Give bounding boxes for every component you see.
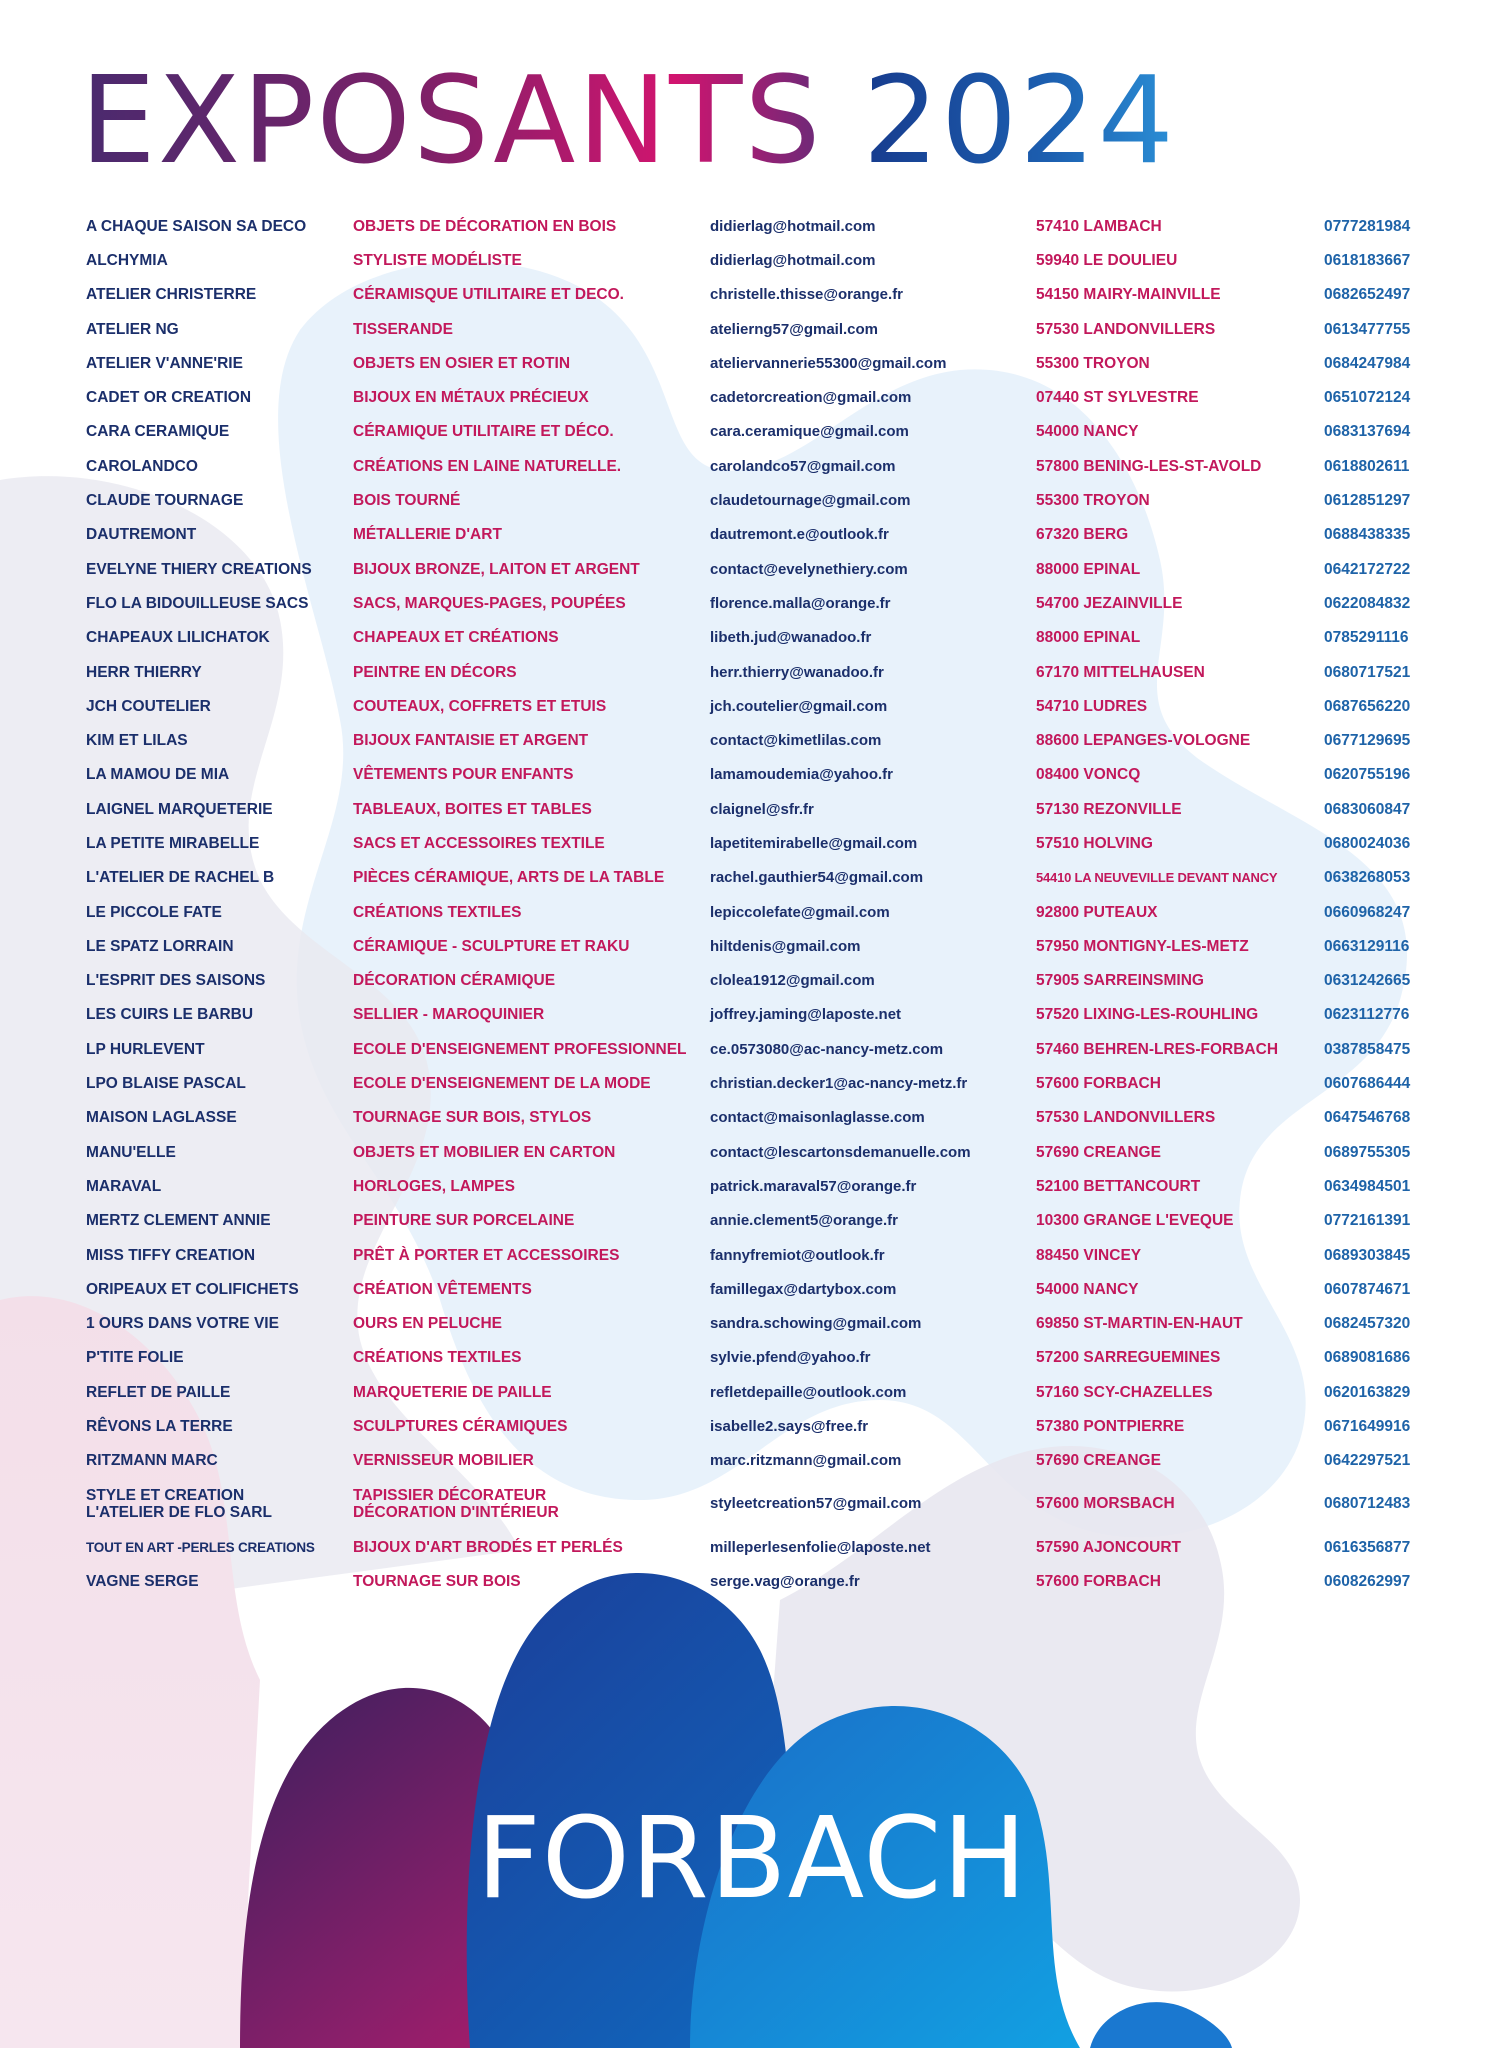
exhibitor-activity: SACS, MARQUES-PAGES, POUPÉES: [353, 594, 626, 612]
exhibitor-phone: 0777281984: [1324, 217, 1411, 235]
exhibitor-email: cara.ceramique@gmail.com: [710, 423, 909, 441]
exhibitor-activity: CÉRAMIQUE - SCULPTURE ET RAKU: [353, 937, 630, 955]
exhibitor-email: styleetcreation57@gmail.com: [710, 1495, 922, 1513]
exhibitor-activity: SCULPTURES CÉRAMIQUES: [353, 1418, 568, 1436]
table-row: [86, 518, 1426, 552]
exhibitor-city: 55300 TROYON: [1036, 354, 1150, 372]
exhibitor-phone: 0607686444: [1324, 1075, 1411, 1093]
exhibitor-phone: 0607874671: [1324, 1280, 1411, 1298]
table-row: [86, 1530, 1426, 1564]
exhibitor-name: MERTZ CLEMENT ANNIE: [86, 1212, 271, 1230]
exhibitor-email: patrick.maraval57@orange.fr: [710, 1177, 917, 1195]
exhibitor-city: 57600 FORBACH: [1036, 1075, 1161, 1093]
exhibitor-phone: 0613477755: [1324, 320, 1411, 338]
exhibitor-city: 54710 LUDRES: [1036, 697, 1148, 715]
exhibitor-activity: TOURNAGE SUR BOIS, STYLOS: [353, 1109, 592, 1127]
table-row: [86, 689, 1426, 723]
exhibitor-city: 88000 EPINAL: [1036, 629, 1141, 647]
exhibitor-city: 57460 BEHREN-LRES-FORBACH: [1036, 1040, 1279, 1058]
exhibitor-activity: TAPISSIER DÉCORATEUR DÉCORATION D'INTÉRIEUR: [353, 1486, 559, 1521]
exhibitor-activity: OBJETS EN OSIER ET ROTIN: [353, 354, 571, 372]
exhibitor-phone: 0677129695: [1324, 732, 1411, 750]
exhibitor-name: 1 OURS DANS VOTRE VIE: [86, 1315, 279, 1333]
exhibitor-city: 57800 BENING-LES-ST-AVOLD: [1036, 457, 1262, 475]
exhibitor-activity: CRÉATION VÊTEMENTS: [353, 1280, 532, 1298]
table-row: [86, 861, 1426, 895]
exhibitor-activity: TOURNAGE SUR BOIS: [353, 1572, 521, 1590]
exhibitor-email: libeth.jud@wanadoo.fr: [710, 629, 872, 647]
exhibitor-phone: 0683137694: [1324, 423, 1411, 441]
table-row: [86, 895, 1426, 929]
exhibitor-activity: TISSERANDE: [353, 320, 453, 338]
exhibitor-email: herr.thierry@wanadoo.fr: [710, 663, 884, 681]
table-row: [86, 312, 1426, 346]
exhibitor-name: ATELIER V'ANNE'RIE: [86, 354, 243, 372]
exhibitor-name: RITZMANN MARC: [86, 1452, 218, 1470]
exhibitor-phone: 0616356877: [1324, 1538, 1411, 1556]
table-row: [86, 1238, 1426, 1272]
exhibitor-name: CARA CERAMIQUE: [86, 423, 230, 441]
exhibitor-activity: CRÉATIONS TEXTILES: [353, 1349, 522, 1367]
exhibitor-city: 57690 CREANGE: [1036, 1452, 1161, 1470]
table-row: [86, 1204, 1426, 1238]
exhibitor-email: clolea1912@gmail.com: [710, 972, 875, 990]
exhibitor-city: 67320 BERG: [1036, 526, 1129, 544]
exhibitor-activity: VERNISSEUR MOBILIER: [353, 1452, 534, 1470]
exhibitor-activity: SACS ET ACCESSOIRES TEXTILE: [353, 834, 605, 852]
exhibitor-name: MISS TIFFY CREATION: [86, 1246, 256, 1264]
exhibitor-name: TOUT EN ART -PERLES CREATIONS: [86, 1539, 315, 1555]
exhibitor-name: ORIPEAUX ET COLIFICHETS: [86, 1280, 299, 1298]
exhibitor-city: 55300 TROYON: [1036, 492, 1150, 510]
exhibitor-name: LPO BLAISE PASCAL: [86, 1075, 246, 1093]
exhibitor-city: 57690 CREANGE: [1036, 1143, 1161, 1161]
exhibitor-city: 57160 SCY-CHAZELLES: [1036, 1383, 1213, 1401]
exhibitor-name: JCH COUTELIER: [86, 697, 211, 715]
exhibitor-activity: PRÊT À PORTER ET ACCESSOIRES: [353, 1246, 620, 1264]
exhibitor-phone: 0620755196: [1324, 766, 1411, 784]
exhibitor-city: 67170 MITTELHAUSEN: [1036, 663, 1205, 681]
exhibitor-email: lamamoudemia@yahoo.fr: [710, 766, 894, 784]
exhibitor-city: 08400 VONCQ: [1036, 766, 1141, 784]
exhibitor-activity: ECOLE D'ENSEIGNEMENT PROFESSIONNEL: [353, 1040, 687, 1058]
exhibitor-name: LA MAMOU DE MIA: [86, 766, 230, 784]
table-row: [86, 1272, 1426, 1306]
exhibitor-activity: PEINTRE EN DÉCORS: [353, 663, 517, 681]
exhibitor-phone: 0642297521: [1324, 1452, 1411, 1470]
exhibitor-name: ATELIER CHRISTERRE: [86, 286, 257, 304]
exhibitor-city: 57600 FORBACH: [1036, 1572, 1161, 1590]
exhibitor-activity: ECOLE D'ENSEIGNEMENT DE LA MODE: [353, 1075, 651, 1093]
exhibitor-name: MARAVAL: [86, 1177, 162, 1195]
exhibitor-city: 57200 SARREGUEMINES: [1036, 1349, 1221, 1367]
exhibitor-activity: PIÈCES CÉRAMIQUE, ARTS DE LA TABLE: [353, 869, 665, 887]
exhibitor-name: FLO LA BIDOUILLEUSE SACS: [86, 594, 309, 612]
exhibitor-city: 57130 REZONVILLE: [1036, 800, 1182, 818]
exhibitor-name: LE SPATZ LORRAIN: [86, 937, 234, 955]
exhibitor-city: 54700 JEZAINVILLE: [1036, 594, 1183, 612]
table-row: [86, 1169, 1426, 1203]
exhibitor-name: RÊVONS LA TERRE: [86, 1418, 233, 1436]
exhibitor-city: 57950 MONTIGNY-LES-METZ: [1036, 937, 1249, 955]
exhibitor-name: ATELIER NG: [86, 320, 179, 338]
exhibitor-activity: DÉCORATION CÉRAMIQUE: [353, 972, 556, 990]
table-row: [86, 380, 1426, 414]
exhibitor-activity: CRÉATIONS EN LAINE NATURELLE.: [353, 457, 622, 475]
table-row: [86, 1066, 1426, 1100]
exhibitor-city: 57600 MORSBACH: [1036, 1495, 1175, 1513]
exhibitor-city: 52100 BETTANCOURT: [1036, 1177, 1201, 1195]
exhibitor-activity: BOIS TOURNÉ: [353, 492, 461, 510]
table-row: [86, 586, 1426, 620]
exhibitor-email: cadetorcreation@gmail.com: [710, 389, 912, 407]
exhibitor-email: christelle.thisse@orange.fr: [710, 286, 904, 304]
table-row: [86, 1135, 1426, 1169]
exhibitor-activity: BIJOUX BRONZE, LAITON ET ARGENT: [353, 560, 640, 578]
exhibitor-name: CADET OR CREATION: [86, 389, 252, 407]
exhibitor-name: VAGNE SERGE: [86, 1572, 199, 1590]
exhibitor-email: fannyfremiot@outlook.fr: [710, 1246, 885, 1264]
exhibitor-name: DAUTREMONT: [86, 526, 197, 544]
exhibitor-email: florence.malla@orange.fr: [710, 594, 891, 612]
exhibitor-city: 54150 MAIRY-MAINVILLE: [1036, 286, 1221, 304]
exhibitor-name: LP HURLEVENT: [86, 1040, 205, 1058]
exhibitor-city: 54000 NANCY: [1036, 1280, 1139, 1298]
exhibitor-name: LAIGNEL MARQUETERIE: [86, 800, 273, 818]
table-row: [86, 1341, 1426, 1375]
title-word: EXPOSANTS: [80, 52, 823, 191]
exhibitor-name: CLAUDE TOURNAGE: [86, 492, 244, 510]
exhibitor-phone: 0785291116: [1324, 629, 1409, 647]
exhibitor-phone: 0634984501: [1324, 1177, 1411, 1195]
exhibitor-city: 54410 LA NEUVEVILLE DEVANT NANCY: [1036, 870, 1278, 886]
exhibitor-activity: BIJOUX D'ART BRODÉS ET PERLÉS: [353, 1538, 623, 1556]
exhibitor-email: famillegax@dartybox.com: [710, 1280, 897, 1298]
exhibitor-phone: 0642172722: [1324, 560, 1411, 578]
exhibitor-email: lapetitemirabelle@gmail.com: [710, 834, 918, 852]
exhibitor-email: annie.clement5@orange.fr: [710, 1212, 899, 1230]
exhibitor-phone: 0651072124: [1324, 389, 1411, 407]
exhibitor-name: MANU'ELLE: [86, 1143, 176, 1161]
exhibitor-city: 57590 AJONCOURT: [1036, 1538, 1182, 1556]
table-row: [86, 929, 1426, 963]
exhibitor-city: 88600 LEPANGES-VOLOGNE: [1036, 732, 1251, 750]
exhibitor-city: 88450 VINCEY: [1036, 1246, 1142, 1264]
exhibitor-phone: 0612851297: [1324, 492, 1411, 510]
exhibitor-phone: 0688438335: [1324, 526, 1411, 544]
table-row: [86, 998, 1426, 1032]
exhibitor-name: LE PICCOLE FATE: [86, 903, 222, 921]
exhibitor-email: atelierng57@gmail.com: [710, 320, 879, 338]
exhibitor-activity: VÊTEMENTS POUR ENFANTS: [353, 766, 574, 784]
exhibitor-name: MAISON LAGLASSE: [86, 1109, 237, 1127]
exhibitor-city: 10300 GRANGE L'EVEQUE: [1036, 1212, 1234, 1230]
exhibitor-city: 57530 LANDONVILLERS: [1036, 320, 1216, 338]
table-row: [86, 792, 1426, 826]
exhibitor-activity: CRÉATIONS TEXTILES: [353, 903, 522, 921]
exhibitor-name: HERR THIERRY: [86, 663, 202, 681]
exhibitor-city: 57510 HOLVING: [1036, 834, 1153, 852]
exhibitor-email: joffrey.jaming@laposte.net: [710, 1006, 902, 1024]
exhibitor-city: 57410 LAMBACH: [1036, 217, 1162, 235]
table-row: [86, 1478, 1426, 1530]
exhibitor-phone: 0680712483: [1324, 1495, 1411, 1513]
exhibitor-email: marc.ritzmann@gmail.com: [710, 1452, 902, 1470]
exhibitor-phone: 0660968247: [1324, 903, 1411, 921]
exhibitor-activity: CÉRAMIQUE UTILITAIRE ET DÉCO.: [353, 423, 614, 441]
exhibitor-email: serge.vag@orange.fr: [710, 1572, 860, 1590]
exhibitor-activity: STYLISTE MODÉLISTE: [353, 251, 522, 269]
exhibitor-name: EVELYNE THIERY CREATIONS: [86, 560, 312, 578]
exhibitor-activity: OURS EN PELUCHE: [353, 1315, 502, 1333]
exhibitor-email: jch.coutelier@gmail.com: [710, 697, 888, 715]
exhibitor-email: contact@lescartonsdemanuelle.com: [710, 1143, 971, 1161]
table-row: [86, 758, 1426, 792]
exhibitor-list: [86, 209, 1426, 1599]
exhibitor-city: 57380 PONTPIERRE: [1036, 1418, 1185, 1436]
exhibitor-email: dautremont.e@outlook.fr: [710, 526, 889, 544]
exhibitor-email: milleperlesenfolie@laposte.net: [710, 1538, 931, 1556]
table-row: [86, 1101, 1426, 1135]
exhibitor-city: 69850 ST-MARTIN-EN-HAUT: [1036, 1315, 1243, 1333]
exhibitor-email: carolandco57@gmail.com: [710, 457, 896, 475]
exhibitor-name: A CHAQUE SAISON SA DECO: [86, 217, 307, 235]
exhibitor-city: 88000 EPINAL: [1036, 560, 1141, 578]
exhibitor-phone: 0687656220: [1324, 697, 1411, 715]
exhibitor-phone: 0772161391: [1324, 1212, 1411, 1230]
exhibitor-phone: 0622084832: [1324, 594, 1411, 612]
exhibitor-activity: OBJETS DE DÉCORATION EN BOIS: [353, 217, 617, 235]
exhibitor-name: ALCHYMIA: [86, 251, 168, 269]
table-row: [86, 1564, 1426, 1598]
exhibitor-city: 92800 PUTEAUX: [1036, 903, 1158, 921]
exhibitor-name: LES CUIRS LE BARBU: [86, 1006, 254, 1024]
exhibitor-phone: 0387858475: [1324, 1040, 1411, 1058]
table-row: [86, 1375, 1426, 1409]
exhibitor-activity: PEINTURE SUR PORCELAINE: [353, 1212, 575, 1230]
table-row: [86, 449, 1426, 483]
exhibitor-activity: OBJETS ET MOBILIER EN CARTON: [353, 1143, 616, 1161]
table-row: [86, 1409, 1426, 1443]
exhibitor-phone: 0618802611: [1324, 457, 1410, 475]
table-row: [86, 723, 1426, 757]
exhibitor-activity: COUTEAUX, COFFRETS ET ETUIS: [353, 697, 607, 715]
exhibitor-phone: 0682457320: [1324, 1315, 1411, 1333]
exhibitor-name: KIM ET LILAS: [86, 732, 188, 750]
exhibitor-phone: 0618183667: [1324, 251, 1411, 269]
exhibitor-activity: MARQUETERIE DE PAILLE: [353, 1383, 552, 1401]
exhibitor-phone: 0608262997: [1324, 1572, 1411, 1590]
exhibitor-activity: TABLEAUX, BOITES ET TABLES: [353, 800, 592, 818]
exhibitor-phone: 0683060847: [1324, 800, 1411, 818]
title-year: 2024: [862, 52, 1176, 191]
exhibitor-email: hiltdenis@gmail.com: [710, 937, 861, 955]
exhibitor-email: didierlag@hotmail.com: [710, 217, 876, 235]
exhibitor-activity: CHAPEAUX ET CRÉATIONS: [353, 629, 559, 647]
exhibitor-email: ce.0573080@ac-nancy-metz.com: [710, 1040, 944, 1058]
exhibitor-name: CAROLANDCO: [86, 457, 198, 475]
table-row: [86, 415, 1426, 449]
exhibitor-city: 57520 LIXING-LES-ROUHLING: [1036, 1006, 1259, 1024]
table-row: [86, 1444, 1426, 1478]
exhibitor-phone: 0623112776: [1324, 1006, 1410, 1024]
table-row: [86, 243, 1426, 277]
exhibitor-email: christian.decker1@ac-nancy-metz.fr: [710, 1075, 968, 1093]
exhibitor-phone: 0684247984: [1324, 354, 1411, 372]
forbach-logo: FORBACH: [476, 1794, 1028, 1924]
exhibitor-email: rachel.gauthier54@gmail.com: [710, 869, 924, 887]
exhibitor-email: isabelle2.says@free.fr: [710, 1418, 869, 1436]
exhibitor-email: ateliervannerie55300@gmail.com: [710, 354, 947, 372]
page-title: [80, 52, 1176, 191]
table-row: [86, 1307, 1426, 1341]
exhibitor-phone: 0680717521: [1324, 663, 1411, 681]
exhibitor-phone: 0663129116: [1324, 937, 1410, 955]
exhibitor-phone: 0631242665: [1324, 972, 1411, 990]
exhibitor-email: sandra.schowing@gmail.com: [710, 1315, 922, 1333]
exhibitor-name: CHAPEAUX LILICHATOK: [86, 629, 270, 647]
exhibitor-city: 07440 ST SYLVESTRE: [1036, 389, 1199, 407]
table-row: [86, 483, 1426, 517]
exhibitor-name: P'TITE FOLIE: [86, 1349, 184, 1367]
table-row: [86, 655, 1426, 689]
exhibitor-email: claudetournage@gmail.com: [710, 492, 911, 510]
exhibitor-activity: BIJOUX EN MÉTAUX PRÉCIEUX: [353, 389, 589, 407]
exhibitor-email: contact@maisonlaglasse.com: [710, 1109, 925, 1127]
exhibitor-city: 57530 LANDONVILLERS: [1036, 1109, 1216, 1127]
table-row: [86, 209, 1426, 243]
exhibitor-email: contact@kimetlilas.com: [710, 732, 882, 750]
table-row: [86, 826, 1426, 860]
exhibitor-city: 54000 NANCY: [1036, 423, 1139, 441]
exhibitor-phone: 0689755305: [1324, 1143, 1411, 1161]
table-row: [86, 621, 1426, 655]
exhibitor-email: contact@evelynethiery.com: [710, 560, 908, 578]
exhibitor-activity: SELLIER - MAROQUINIER: [353, 1006, 545, 1024]
exhibitor-email: lepiccolefate@gmail.com: [710, 903, 890, 921]
exhibitor-activity: HORLOGES, LAMPES: [353, 1177, 515, 1195]
exhibitor-activity: MÉTALLERIE D'ART: [353, 526, 502, 544]
exhibitor-phone: 0680024036: [1324, 834, 1411, 852]
exhibitor-email: sylvie.pfend@yahoo.fr: [710, 1349, 871, 1367]
exhibitor-name: REFLET DE PAILLE: [86, 1383, 231, 1401]
exhibitor-phone: 0620163829: [1324, 1383, 1411, 1401]
exhibitor-city: 57905 SARREINSMING: [1036, 972, 1204, 990]
exhibitor-name: L'ESPRIT DES SAISONS: [86, 972, 266, 990]
table-row: [86, 346, 1426, 380]
table-row: [86, 278, 1426, 312]
table-row: [86, 552, 1426, 586]
exhibitor-name: STYLE ET CREATION L'ATELIER DE FLO SARL: [86, 1486, 272, 1521]
exhibitor-phone: 0689081686: [1324, 1349, 1411, 1367]
exhibitor-city: 59940 LE DOULIEU: [1036, 251, 1178, 269]
table-row: [86, 964, 1426, 998]
exhibitor-name: L'ATELIER DE RACHEL B: [86, 869, 275, 887]
exhibitor-phone: 0682652497: [1324, 286, 1411, 304]
exhibitor-email: claignel@sfr.fr: [710, 800, 814, 818]
exhibitor-phone: 0647546768: [1324, 1109, 1411, 1127]
exhibitor-email: didierlag@hotmail.com: [710, 251, 876, 269]
exhibitor-activity: BIJOUX FANTAISIE ET ARGENT: [353, 732, 589, 750]
table-row: [86, 1032, 1426, 1066]
exhibitor-email: refletdepaille@outlook.com: [710, 1383, 907, 1401]
exhibitor-activity: CÉRAMISQUE UTILITAIRE ET DECO.: [353, 286, 624, 304]
exhibitor-phone: 0638268053: [1324, 869, 1411, 887]
exhibitor-phone: 0671649916: [1324, 1418, 1411, 1436]
exhibitor-name: LA PETITE MIRABELLE: [86, 834, 260, 852]
exhibitor-phone: 0689303845: [1324, 1246, 1411, 1264]
